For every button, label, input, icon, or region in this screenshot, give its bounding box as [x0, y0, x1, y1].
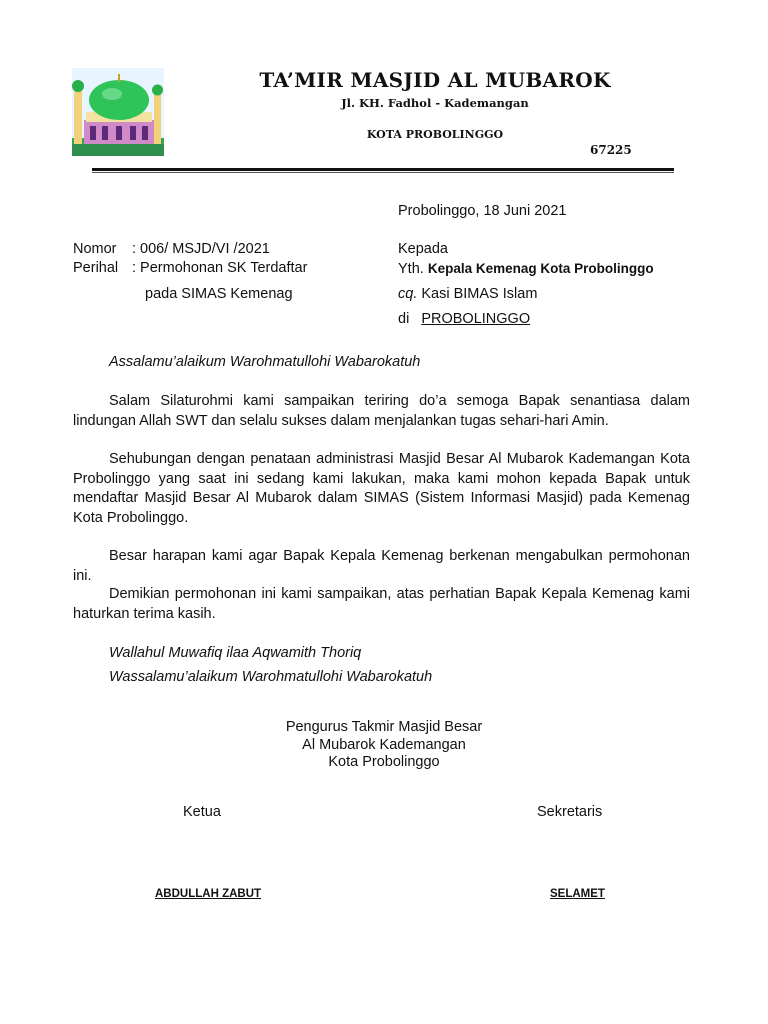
yth-name: Kepala Kemenag Kota Probolinggo: [427, 261, 654, 276]
recipient-di: [398, 310, 530, 330]
recipient-yth: [398, 259, 654, 280]
greeting: Assalamu’alaikum Warohmatullohi Wabarokatuh: [109, 354, 421, 370]
paragraph-2: Sehubungan dengan penataan administrasi Masjid Besar Al Mubarok Kademangan Kota Probolinggo yang saat ini sedang kami lakukan, maka kami mohon kepada Bapak untuk mendaftar Masjid Besar Al Mubarok dalam SIMAS (Sistem Informasi Masjid) pada Kemenag Kota Probolinggo.: [73, 451, 690, 526]
nomor-label: Nomor: [73, 241, 117, 257]
closing-prayer: Wallahul Muwafiq ilaa Aqwamith Thoriq: [109, 645, 362, 661]
place-date: Probolinggo, 18 Juni 2021: [398, 203, 567, 219]
org-address: Jl. KH. Fadhol - Kademangan: [341, 96, 529, 110]
di-place: PROBOLINGGO: [421, 311, 531, 327]
recipient-kepada: Kepada: [398, 241, 448, 257]
di-prefix: di: [398, 311, 410, 327]
org-postal-code: 67225: [590, 143, 632, 157]
yth-prefix: Yth.: [398, 261, 424, 277]
mosque-logo: [72, 68, 164, 156]
header-divider-thin: [92, 172, 674, 173]
paragraph-1: Salam Silaturohmi kami sampaikan teriring do’a semoga Bapak senantiasa dalam lindungan Allah SWT dan selalu sukses dalam menjalankan tugas sehari-hari Amin.: [73, 393, 690, 429]
cq-name: Kasi BIMAS Islam: [421, 286, 538, 302]
paragraph-3: Besar harapan kami agar Bapak Kepala Kemenag berkenan mengabulkan permohonan ini.: [73, 548, 690, 584]
signature-org-line-2: Al Mubarok Kademangan: [302, 737, 466, 753]
signatory-name-right: SELAMET: [550, 888, 605, 900]
mosque-icon: [72, 68, 164, 156]
org-city: KOTA PROBOLINGGO: [366, 128, 504, 141]
org-name: TA’MIR MASJID AL MUBAROK: [259, 68, 611, 92]
signature-org-line-3: Kota Probolinggo: [328, 754, 440, 770]
signatory-title-left: Ketua: [183, 804, 221, 820]
signatory-name-left: ABDULLAH ZABUT: [155, 888, 262, 900]
paragraph-4: Demikian permohonan ini kami sampaikan, atas perhatian Bapak Kepala Kemenag kami haturkan terima kasih.: [73, 586, 690, 622]
recipient-cq: [398, 285, 537, 305]
signature-org-line-1: Pengurus Takmir Masjid Besar: [285, 719, 483, 735]
perihal-label: Perihal: [73, 260, 119, 276]
perihal-value-continued: pada SIMAS Kemenag: [145, 286, 293, 302]
perihal-value: : Permohonan SK Terdaftar: [132, 260, 308, 276]
closing-salam: Wassalamu’alaikum Warohmatullohi Wabarokatuh: [109, 669, 433, 685]
signatory-title-right: Sekretaris: [537, 804, 603, 820]
header-divider: [92, 168, 674, 171]
cq-prefix: cq.: [398, 286, 418, 302]
nomor-value: : 006/ MSJD/VI /2021: [132, 241, 270, 257]
